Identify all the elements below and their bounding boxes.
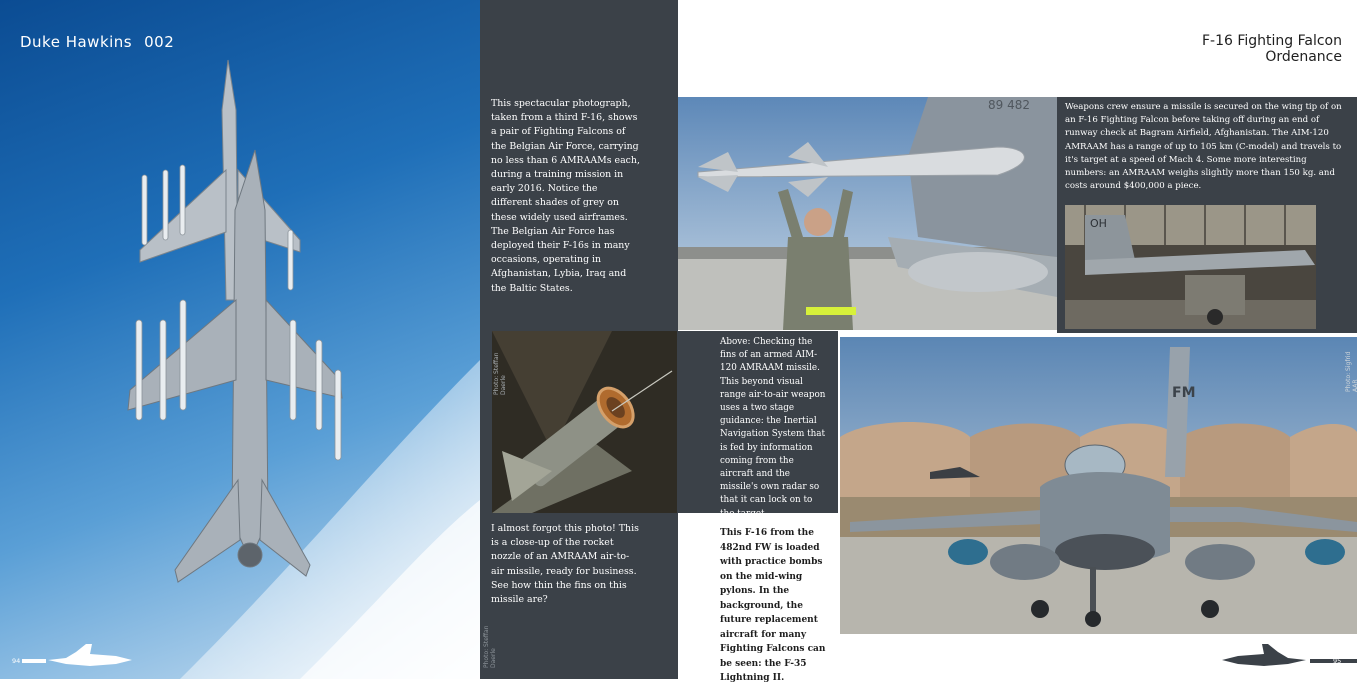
photo-credit-nozzle: Photo: Steffan Daerle bbox=[493, 352, 507, 395]
main-caption: This spectacular photograph, taken from a third F-16, shows a pair of Fighting Falcons of the Belgian Air Force, carrying no less than 6 AMRAAMs each, during a training mission in early 2016. Notice the different shades of grey on these widely used airframes. The Belgian Air Force has deployed their F-16s in many occasions, operating in Afghanistan, Lybia, Iraq and the Baltic States. bbox=[491, 98, 640, 294]
photo-credit-sky: Photo: Steffan Daerle bbox=[483, 625, 497, 668]
series-number: 002 bbox=[144, 33, 175, 51]
tail-code: FM bbox=[1172, 385, 1196, 401]
svg-text:89 482: 89 482 bbox=[988, 98, 1030, 112]
f16-482nd-caption: This F-16 from the 482nd FW is loaded with practice bombs on the mid-wing pylons. In the background, the future replacement aircraft for many Fighting Falcons can be seen: the F-35 Lightning II. bbox=[720, 528, 826, 683]
photo-belgian-f16-pair bbox=[0, 0, 480, 679]
weapons-crew-caption: Weapons crew ensure a missile is secured on the wing tip of on an F-16 Fighting Falcon before taking off during an end of runway check at Bagram Airfield, Afghanistan. The AIM-120 AMRAAM has a range of up to 105 km (C-model) and travels to it's target at a speed of Mach 4. Some more interesting numbers: an AMRAAM weighs slightly more than 150 kg. and costs around $400,000 a piece. bbox=[1065, 102, 1342, 192]
nozzle-caption: I almost forgot this photo! This is a close-up of the rocket nozzle of an AMRAAM air-to-air missile, ready for business. See how thin the fins on this missile are? bbox=[491, 523, 639, 606]
photo-f16-482nd-fw bbox=[840, 337, 1357, 634]
photo-credit-f16: Photo: Sigfrid AAR bbox=[1345, 351, 1359, 392]
f16-silhouette-icon bbox=[1218, 640, 1308, 670]
book-header bbox=[20, 33, 174, 51]
photo-hangar-f16 bbox=[1065, 205, 1316, 329]
page-number-right: 95 bbox=[1333, 657, 1342, 665]
brand-name: Duke Hawkins bbox=[20, 33, 133, 51]
page-number-left: 94 bbox=[12, 657, 21, 665]
hangar-tail-code: OH bbox=[1090, 217, 1107, 230]
chapter-title-line2: Ordenance bbox=[1265, 49, 1342, 65]
page-bar-left bbox=[22, 659, 46, 663]
photo-amraam-nozzle bbox=[492, 331, 677, 513]
chapter-title bbox=[1202, 33, 1342, 65]
above-caption: Above: Checking the fins of an armed AIM-120 AMRAAM missile. This beyond visual range air-to-air weapon uses a two stage guidance: the Inertial Navigation System that is fed by information coming from the aircraft and the missile's own radar so that it can lock on to the target. bbox=[720, 337, 826, 519]
chapter-title-line1: F-16 Fighting Falcon bbox=[1201, 33, 1342, 49]
f16-silhouette-icon bbox=[46, 640, 136, 670]
photo-weapons-crew-missile bbox=[678, 97, 1057, 330]
